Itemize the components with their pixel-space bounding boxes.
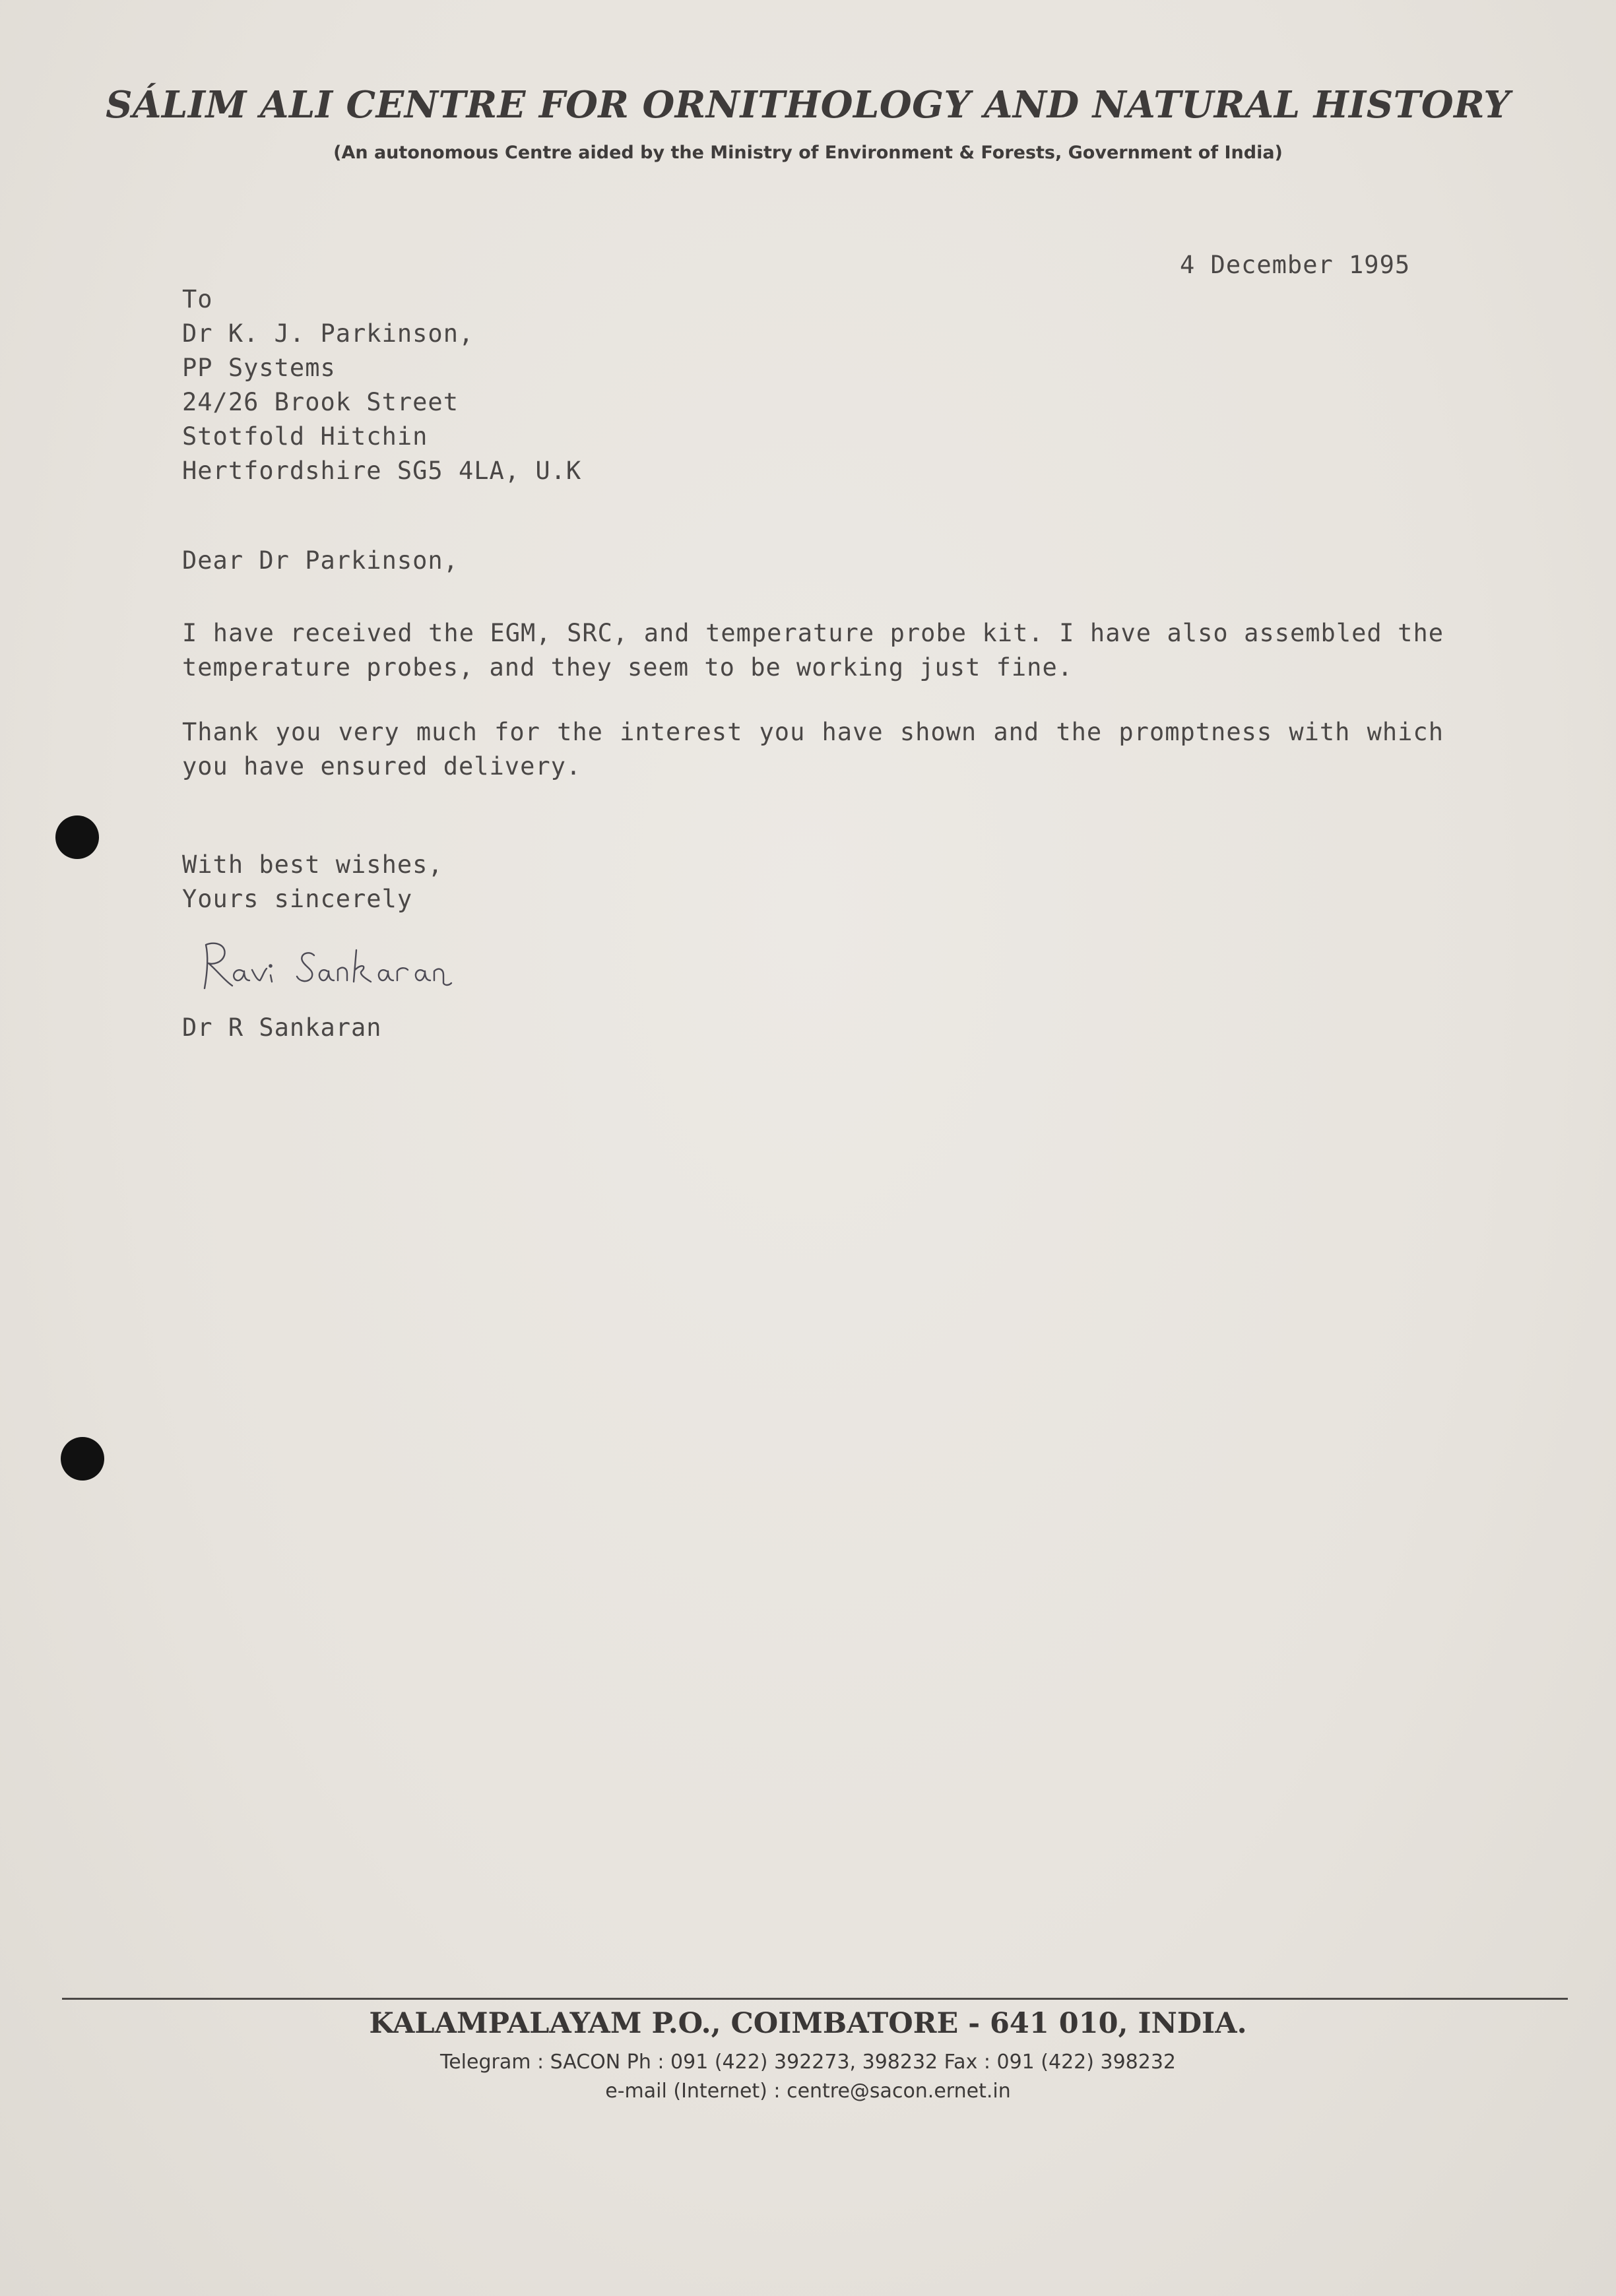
signatory-name: Dr R Sankaran [182, 1013, 382, 1042]
salutation: Dear Dr Parkinson, [182, 546, 459, 575]
letter-date: 4 December 1995 [1180, 251, 1411, 279]
address-line: PP Systems [182, 354, 336, 382]
closing-line: Yours sincerely [182, 885, 413, 913]
handwritten-signature [198, 937, 501, 996]
footer-address: KALAMPALAYAM P.O., COIMBATORE - 641 010, INDIA. [369, 2007, 1247, 2040]
address-line: Hertfordshire SG5 4LA, U.K [182, 457, 582, 485]
footer-email-line: e-mail (Internet) : centre@sacon.ernet.in [605, 2080, 1011, 2103]
closing-line: With best wishes, [182, 850, 443, 879]
punch-hole [55, 815, 99, 859]
punch-hole [61, 1437, 104, 1481]
closing [182, 848, 443, 916]
body-paragraph: Thank you very much for the interest you have shown and the promptness with which you have ensured delivery. [182, 718, 1444, 781]
address-line: To [182, 285, 213, 313]
letterhead-subtitle: (An autonomous Centre aided by the Ministry of Environment & Forests, Government of India) [333, 143, 1283, 163]
address-line: Stotfold Hitchin [182, 422, 428, 451]
footer-contact [0, 2048, 1616, 2106]
recipient-address [182, 282, 581, 488]
footer-rule [62, 1998, 1568, 2000]
letterhead-title: SÁLIM ALI CENTRE FOR ORNITHOLOGY AND NATURAL HISTORY [106, 83, 1510, 127]
body-paragraph: I have received the EGM, SRC, and temperature probe kit. I have also assembled the temperature probes, and they seem to be working just fine. [182, 619, 1444, 682]
footer-contact-line: Telegram : SACON Ph : 091 (422) 392273, 398232 Fax : 091 (422) 398232 [439, 2051, 1177, 2074]
address-line: Dr K. J. Parkinson, [182, 319, 474, 348]
address-line: 24/26 Brook Street [182, 388, 459, 416]
